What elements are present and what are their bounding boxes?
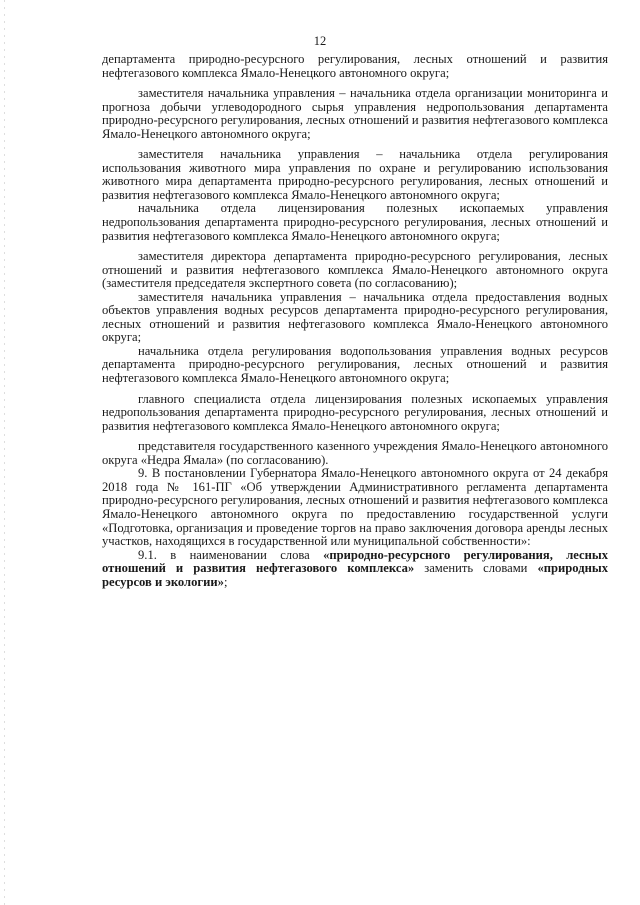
paragraph-8: главного специалиста отдела лицензирования полезных ископаемых управления недропользования департамента природно-ресурсного регулирования, лесных отношений и развития нефтегазового комплекса Ямало-Ненецкого автономного округа;: [102, 391, 608, 433]
item-9-1-middle: заменить словами: [414, 561, 538, 576]
paragraph-2: заместителя начальника управления – начальника отдела организации мониторинга и прогноза добычи углеводородного сырья управления недропользования департамента природно-ресурсного регулирования, лесных отношений и развития нефтегазового комплекса Ямало-Ненецкого автономного округа;: [102, 86, 608, 141]
page-number: 12: [313, 34, 327, 48]
item-9-1-new-words: «природных ресурсов и экологии»: [102, 561, 608, 589]
item-9-1-suffix: ;: [223, 574, 228, 589]
paragraph-4: начальника отдела лицензирования полезных ископаемых управления недропользования департамента природно-ресурсного регулирования, лесных отношений и развития нефтегазового комплекса Ямало-Ненецкого автономного округа;: [102, 201, 608, 243]
paragraph-5: заместителя директора департамента природно-ресурсного регулирования, лесных отношений и развития нефтегазового комплекса Ямало-Ненецкого автономного округа (заместителя председателя экспертного совета (по согласованию);: [102, 249, 608, 291]
item-9-1-old-words: «природно-ресурсного регулирования, лесных отношений и развития нефтегазового комплекса»: [102, 547, 608, 576]
document-body: [102, 53, 608, 589]
paragraph-7: начальника отдела регулирования водопользования управления водных ресурсов департамента природно-ресурсного регулирования, лесных отношений и развития нефтегазового комплекса Ямало-Ненецкого автономного округа;: [102, 343, 608, 386]
scan-edge: [4, 0, 5, 905]
item-9-1-prefix: 9.1. в наименовании слова: [138, 547, 324, 562]
paragraph-3: заместителя начальника управления – начальника отдела регулирования использования животного мира управления по охране и регулированию использования животного мира департамента природно-ресурсного регулирования, лесных отношений и развития нефтегазового комплекса Ямало-Ненецкого автономного округа;: [102, 147, 608, 202]
paragraph-9-1: [102, 549, 608, 590]
paragraph-10: 9. В постановлении Губернатора Ямало-Ненецкого автономного округа от 24 декабря 2018 года № 161-ПГ «Об утверждении Административного регламента департамента природно-ресурсного регулирования, лесных отношений и развития нефтегазового комплекса Ямало-Ненецкого автономного округа по предоставлению государственной услуги «Подготовка, организация и проведение торгов на право заключения договора аренды лесных участков, находящихся в государственной или муниципальной собственности»:: [102, 466, 608, 549]
paragraph-1: департамента природно-ресурсного регулирования, лесных отношений и развития нефтегазового комплекса Ямало-Ненецкого автономного округа;: [102, 52, 608, 80]
paragraph-6: заместителя начальника управления – начальника отдела предоставления водных объектов управления водных ресурсов департамента природно-ресурсного регулирования, лесных отношений и развития нефтегазового комплекса Ямало-Ненецкого автономного округа;: [102, 289, 608, 345]
paragraph-9: представителя государственного казенного учреждения Ямало-Ненецкого автономного округа «Недра Ямала» (по согласованию).: [102, 439, 608, 467]
